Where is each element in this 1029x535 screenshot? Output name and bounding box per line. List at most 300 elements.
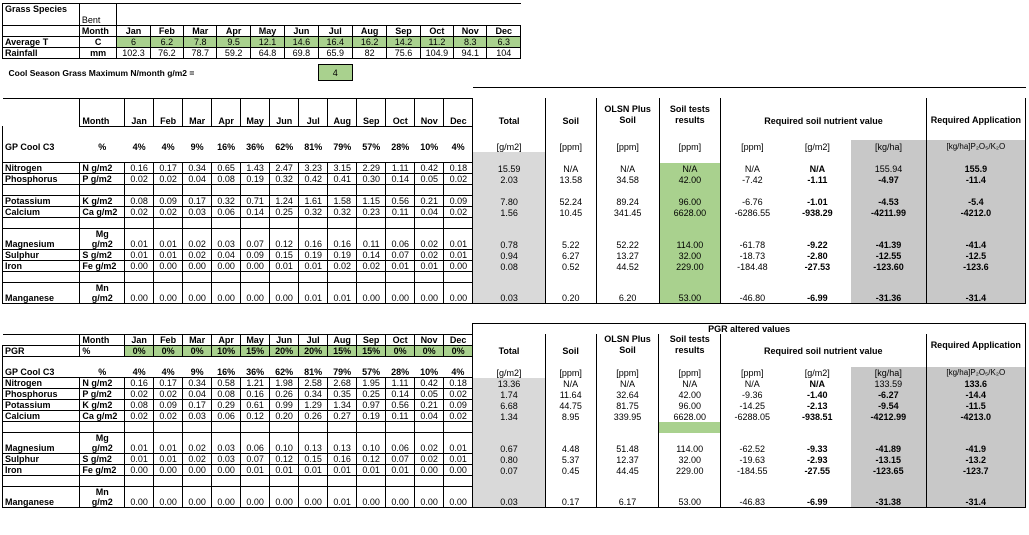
month-header: Apr [217, 26, 250, 37]
unit-cell: Fe g/m2 [80, 465, 125, 476]
required-ppm-cell: -14.25 [739, 400, 765, 411]
required-kgha-cell: -4212.99 [851, 411, 926, 422]
month-value-cell: 0.02 [125, 411, 154, 422]
required-ppm-cell: -184.48 [737, 261, 768, 272]
month-value-cell: 0.01 [444, 250, 473, 261]
pgr-percent-cell[interactable]: 0% [154, 345, 183, 356]
cell [270, 272, 299, 283]
cell [386, 218, 415, 229]
avg-t-cell[interactable]: 14.6 [285, 37, 318, 48]
rainfall-cell[interactable]: 69.8 [285, 48, 318, 59]
olsn-cell: 44.45 [596, 465, 659, 476]
month-value-cell: 0.04 [415, 411, 444, 422]
total-cell: 13.36 [473, 378, 546, 389]
total-cell: 0.03 [473, 487, 546, 508]
month-header: Jul [318, 26, 352, 37]
pgr-percent-cell[interactable]: 10% [212, 345, 241, 356]
cell [386, 422, 415, 433]
month-value-cell: 0.17 [154, 163, 183, 174]
required-application-cell: -41.9 [926, 433, 1025, 454]
cell [851, 152, 926, 163]
month-header: Apr [212, 334, 241, 345]
month-value-cell: 0.09 [154, 400, 183, 411]
soil-test-cell[interactable]: 53.00 [659, 487, 721, 508]
cell [3, 126, 473, 140]
required-gm2-cell: -2.80 [807, 250, 828, 261]
unit-cell: N g/m2 [80, 378, 125, 389]
month-value-cell: 0.18 [444, 378, 473, 389]
cell [125, 185, 154, 196]
cell [386, 272, 415, 283]
soil-cell: 6.27 [545, 250, 596, 261]
grass-species-label: Grass Species [3, 4, 80, 26]
required-gm2-cell: -938.29 [802, 207, 833, 218]
month-value-cell: 0.27 [328, 411, 357, 422]
rainfall-cell[interactable]: 78.7 [184, 48, 217, 59]
soil-test-cell[interactable]: 96.00 [659, 196, 721, 207]
month-value-cell: 0.01 [299, 465, 328, 476]
pgr-percent-cell[interactable]: 15% [241, 345, 270, 356]
month-value-cell: 0.01 [125, 433, 154, 454]
cell [212, 218, 241, 229]
cell [659, 422, 721, 433]
unit-cell: Ca g/m2 [80, 207, 125, 218]
soil-cell: 5.22 [545, 229, 596, 250]
month-value-cell: 0.00 [270, 283, 299, 304]
rainfall-cell[interactable]: 59.2 [217, 48, 250, 59]
rainfall-cell[interactable]: 94.1 [454, 48, 487, 59]
max-n-label: Cool Season Grass Maximum N/month g/m2 = [8, 67, 195, 78]
required-application-cell: -11.4 [926, 174, 1025, 185]
cell [659, 126, 721, 140]
month-value-cell: 0.14 [357, 250, 386, 261]
required-kgha-cell: -123.60 [851, 261, 926, 272]
month-value-cell: 0.02 [415, 433, 444, 454]
soil-test-cell[interactable]: 32.00 [659, 250, 721, 261]
required-gm2-cell: -938.51 [801, 411, 833, 422]
required-ppm-cell: -62.52 [739, 443, 765, 454]
required-ppm-cell: -19.63 [739, 454, 765, 465]
unit-cell [80, 487, 125, 508]
month-value-cell: 0.03 [183, 411, 212, 422]
pgr-percent-cell[interactable]: 0% [415, 345, 444, 356]
month-value-cell: 0.15 [270, 250, 299, 261]
percent-cell: 4% [132, 142, 146, 152]
unit-cell: Fe g/m2 [80, 261, 125, 272]
olsn-cell: 52.22 [596, 229, 659, 250]
month-value-cell: 0.08 [212, 174, 241, 185]
month-header: Aug [328, 98, 357, 126]
avg-t-cell[interactable]: 6 [117, 37, 150, 48]
unit-ppm: [ppm] [659, 140, 721, 152]
required-ppm-cell: -7.42 [742, 174, 763, 185]
soil-test-cell[interactable]: 42.00 [659, 174, 721, 185]
rainfall-cell[interactable]: 75.6 [387, 48, 420, 59]
month-value-cell: 0.02 [125, 174, 154, 185]
olsn-cell: 6.20 [596, 283, 659, 304]
soil-test-cell[interactable]: 114.00 [659, 229, 721, 250]
percent-cell: 16% [217, 367, 236, 377]
unit-cell [80, 283, 125, 304]
month-header: Feb [154, 98, 183, 126]
month-value-cell: 0.71 [241, 196, 270, 207]
month-value-cell: 0.04 [212, 250, 241, 261]
month-value-cell: 0.05 [415, 389, 444, 400]
unit-ppm: [ppm] [659, 367, 721, 378]
month-value-cell: 0.00 [183, 261, 212, 272]
soil-tests-header: Soil tests results [659, 98, 721, 126]
month-header: Jun [285, 26, 318, 37]
percent-cell: 4% [161, 142, 175, 152]
soil-test-cell[interactable]: 229.00 [659, 465, 721, 476]
month-value-cell: 0.23 [357, 207, 386, 218]
pgr-percent-cell[interactable]: 20% [299, 345, 328, 356]
cell [721, 356, 927, 367]
required-ppm-cell: -9.36 [741, 389, 763, 400]
cell [357, 422, 386, 433]
month-value-cell: 2.47 [270, 163, 299, 174]
month-value-cell: 0.00 [386, 283, 415, 304]
cell [299, 218, 328, 229]
month-value-cell: 0.02 [125, 207, 154, 218]
soil-cell: 13.58 [545, 174, 596, 185]
cell [299, 272, 328, 283]
unit-symbol: Mn [95, 283, 109, 293]
avg-t-cell[interactable]: 6.2 [150, 37, 183, 48]
month-value-cell: 0.04 [183, 389, 212, 400]
max-n-value[interactable]: 4 [318, 65, 352, 81]
month-value-cell: 0.00 [125, 283, 154, 304]
required-ppm-cell: -6.76 [742, 196, 763, 207]
required-kgha-cell: -4.97 [851, 174, 926, 185]
soil-test-cell[interactable]: 53.00 [659, 283, 721, 304]
cell [444, 476, 473, 487]
unit-ppm: [ppm] [596, 367, 659, 378]
month-header: Sep [357, 98, 386, 126]
total-cell: 15.59 [473, 163, 546, 174]
month-value-cell: 1.11 [386, 378, 415, 389]
month-value-cell: 0.99 [270, 400, 299, 411]
rainfall-cell[interactable]: 64.8 [250, 48, 284, 59]
cell [270, 218, 299, 229]
required-kgha-cell: -6.27 [851, 389, 926, 400]
month-header: Aug [328, 334, 357, 345]
month-value-cell: 0.00 [241, 261, 270, 272]
cell [473, 476, 546, 487]
month-value-cell: 0.15 [299, 454, 328, 465]
month-value-cell: 0.01 [386, 465, 415, 476]
month-value-cell: 0.08 [212, 389, 241, 400]
month-value-cell: 0.97 [357, 400, 386, 411]
rainfall-cell[interactable]: 104 [487, 48, 521, 59]
month-value-cell: 0.02 [154, 389, 183, 400]
pct-label: % [98, 367, 107, 377]
pgr-percent-cell[interactable]: 0% [183, 345, 212, 356]
month-value-cell: 1.34 [328, 400, 357, 411]
month-value-cell: 0.25 [270, 207, 299, 218]
required-kgha-cell: 133.59 [851, 378, 926, 389]
soil-test-cell[interactable]: 32.00 [659, 454, 721, 465]
month-value-cell: 0.02 [328, 261, 357, 272]
pgr-percent-cell[interactable]: 20% [270, 345, 299, 356]
required-gm2-cell: -9.33 [806, 443, 828, 454]
rainfall-cell[interactable]: 82 [352, 48, 386, 59]
pgr-percent-cell[interactable]: 0% [444, 345, 473, 356]
soil-test-cell[interactable]: 229.00 [659, 261, 721, 272]
cell [545, 152, 596, 163]
month-value-cell: 0.01 [328, 283, 357, 304]
cell [415, 476, 444, 487]
month-value-cell: 0.01 [444, 454, 473, 465]
required-ppm-cell: N/A [744, 378, 760, 389]
required-application-cell: -4212.0 [926, 207, 1025, 218]
avg-t-cell[interactable]: 9.5 [217, 37, 250, 48]
month-header: Oct [386, 98, 415, 126]
month-value-cell: 0.34 [183, 163, 212, 174]
cell [545, 422, 596, 433]
cell [473, 126, 546, 140]
avg-t-cell[interactable]: 16.4 [318, 37, 352, 48]
required-gm2-cell: -6.99 [784, 283, 852, 304]
cell [473, 218, 546, 229]
month-value-cell: 0.01 [444, 433, 473, 454]
soil-cell: 44.75 [545, 400, 596, 411]
required-gm2-cell: N/A [809, 378, 825, 389]
cell [721, 476, 852, 487]
percent-cell: 4% [451, 367, 465, 377]
required-gm2-cell: -1.11 [807, 174, 828, 185]
rainfall-cell[interactable]: 104.9 [420, 48, 453, 59]
cell [473, 272, 546, 283]
pct-label: % [80, 345, 125, 356]
cell [3, 356, 473, 367]
month-value-cell: 0.42 [299, 174, 328, 185]
month-value-cell: 0.34 [183, 378, 212, 389]
avg-t-cell[interactable]: 16.2 [352, 37, 386, 48]
month-value-cell: 0.26 [299, 411, 328, 422]
avg-t-cell[interactable]: 11.2 [420, 37, 453, 48]
month-value-cell: 0.01 [444, 229, 473, 250]
month-value-cell: 0.65 [212, 163, 241, 174]
month-value-cell: 0.00 [444, 465, 473, 476]
required-gm2-cell: -9.22 [807, 239, 828, 250]
cell [125, 422, 154, 433]
rainfall-label: Rainfall [3, 48, 80, 59]
olsn-cell: N/A [596, 163, 659, 174]
pgr-percent-cell[interactable]: 0% [125, 345, 154, 356]
total-cell: 7.80 [473, 196, 546, 207]
rainfall-unit: mm [79, 48, 116, 59]
avg-t-cell[interactable]: 6.3 [487, 37, 521, 48]
cell [357, 476, 386, 487]
cell [3, 324, 473, 335]
nutrient-name: Phosphorus [3, 174, 80, 185]
percent-cell: 36% [246, 367, 265, 377]
soil-cell: 0.52 [545, 261, 596, 272]
avg-t-cell[interactable]: 14.2 [387, 37, 420, 48]
unit-cell: N g/m2 [80, 163, 125, 174]
unit-gm2: [g/m2] [473, 140, 546, 152]
soil-header: Soil [545, 345, 596, 356]
unit-cell: P g/m2 [80, 174, 125, 185]
month-header: Jul [299, 98, 328, 126]
cell [545, 126, 596, 140]
cell [125, 218, 154, 229]
soil-test-cell[interactable]: 6628.00 [659, 207, 721, 218]
nutrient-name: Iron [3, 261, 80, 272]
required-kgha-cell: -12.55 [851, 250, 926, 261]
month-value-cell: 0.12 [270, 229, 299, 250]
cell [659, 218, 721, 229]
percent-cell: 81% [304, 142, 323, 152]
soil-cell: 11.64 [545, 389, 596, 400]
nutrient-name: Calcium [3, 411, 80, 422]
month-value-cell: 0.04 [415, 207, 444, 218]
required-gm2-cell: -2.93 [806, 454, 828, 465]
cell [212, 272, 241, 283]
soil-test-cell[interactable]: 96.00 [659, 400, 721, 411]
cell [721, 422, 852, 433]
month-value-cell: 0.11 [357, 229, 386, 250]
month-value-cell: 0.01 [125, 250, 154, 261]
unit-label: g/m2 [91, 443, 113, 453]
rainfall-cell[interactable]: 102.3 [117, 48, 150, 59]
month-header: Jul [299, 334, 328, 345]
total-cell: 0.67 [473, 433, 546, 454]
month-value-cell: 0.00 [154, 465, 183, 476]
month-value-cell: 0.16 [125, 163, 154, 174]
grass-species-value[interactable]: Bent [79, 4, 116, 26]
avg-t-label: Average T [3, 37, 80, 48]
month-value-cell: 0.04 [183, 174, 212, 185]
pgr-percent-cell[interactable]: 15% [357, 345, 386, 356]
month-value-cell: 0.17 [183, 196, 212, 207]
required-soil-header: Required soil nutrient value [721, 98, 927, 126]
rainfall-cell[interactable]: 76.2 [150, 48, 183, 59]
cell [659, 185, 721, 196]
total-cell: 0.07 [473, 465, 546, 476]
month-value-cell: 0.07 [386, 250, 415, 261]
nutrient-name: Magnesium [3, 433, 80, 454]
month-header: May [241, 98, 270, 126]
cell [473, 152, 546, 163]
soil-test-cell[interactable]: 42.00 [659, 389, 721, 400]
required-ppm-cell: -46.83 [721, 487, 784, 508]
cell [415, 218, 444, 229]
cell [183, 422, 212, 433]
cell [80, 272, 125, 283]
month-value-cell: 0.01 [299, 283, 328, 304]
cell [212, 476, 241, 487]
cell [154, 422, 183, 433]
month-value-cell: 0.10 [270, 433, 299, 454]
total-cell: 0.08 [473, 261, 546, 272]
cell [328, 476, 357, 487]
required-ppm-cell: N/A [744, 163, 760, 174]
required-ppm-cell: -6288.05 [734, 411, 770, 422]
pgr-percent-cell[interactable]: 15% [328, 345, 357, 356]
cell [926, 218, 1025, 229]
cell [721, 152, 852, 163]
soil-cell: 5.37 [545, 454, 596, 465]
month-header: May [241, 334, 270, 345]
soil-cell: 52.24 [545, 196, 596, 207]
unit-cell: S g/m2 [80, 454, 125, 465]
required-kgha-cell: -4.53 [851, 196, 926, 207]
unit-symbol: Mg [95, 433, 109, 443]
soil-test-cell[interactable]: N/A [659, 378, 721, 389]
month-value-cell: 1.29 [299, 400, 328, 411]
month-value-cell: 0.00 [299, 487, 328, 508]
month-value-cell: 0.02 [154, 174, 183, 185]
soil-test-cell[interactable]: N/A [659, 163, 721, 174]
month-value-cell: 0.01 [154, 454, 183, 465]
cell [545, 218, 596, 229]
pgr-percent-cell[interactable]: 0% [386, 345, 415, 356]
avg-t-unit: C [79, 37, 116, 48]
avg-t-cell[interactable]: 12.1 [250, 37, 284, 48]
cell [851, 476, 926, 487]
cell [596, 126, 659, 140]
month-label: Month [79, 26, 116, 37]
month-value-cell: 1.43 [241, 163, 270, 174]
month-value-cell: 0.01 [386, 261, 415, 272]
unit-req: [kg/ha]P₂O₅/K₂O [926, 140, 1025, 152]
spacer [473, 334, 546, 345]
avg-t-cell[interactable]: 7.8 [184, 37, 217, 48]
cell [80, 476, 125, 487]
cell [241, 185, 270, 196]
unit-symbol: Mn [95, 487, 109, 497]
soil-test-cell[interactable]: 6628.00 [659, 411, 721, 422]
unit-kgha: [kg/ha] [851, 367, 926, 378]
month-value-cell: 0.11 [386, 207, 415, 218]
cell [545, 334, 596, 345]
soil-test-cell[interactable]: 114.00 [659, 433, 721, 454]
month-value-cell: 1.98 [270, 378, 299, 389]
month-value-cell: 0.42 [415, 378, 444, 389]
cell [3, 476, 80, 487]
month-value-cell: 0.32 [270, 174, 299, 185]
month-value-cell: 0.00 [183, 283, 212, 304]
month-value-cell: 0.00 [212, 283, 241, 304]
month-value-cell: 0.01 [328, 465, 357, 476]
cell [183, 218, 212, 229]
required-kgha-cell: 155.94 [851, 163, 926, 174]
unit-ppm: [ppm] [741, 142, 764, 152]
cell [851, 185, 926, 196]
required-application-cell: -14.4 [926, 389, 1025, 400]
cell [851, 218, 926, 229]
required-kgha-cell: -123.65 [851, 465, 926, 476]
month-value-cell: 0.14 [386, 389, 415, 400]
cell [328, 218, 357, 229]
cell [3, 88, 473, 99]
month-value-cell: 0.03 [212, 229, 241, 250]
cell [3, 98, 80, 126]
rainfall-cell[interactable]: 65.9 [318, 48, 352, 59]
cell [721, 126, 927, 140]
nutrient-name: Potassium [3, 400, 80, 411]
month-header: Dec [444, 98, 473, 126]
cell [596, 476, 659, 487]
month-value-cell: 0.01 [154, 229, 183, 250]
unit-label: g/m2 [91, 497, 113, 507]
month-value-cell: 0.12 [241, 411, 270, 422]
cell [444, 185, 473, 196]
avg-t-cell[interactable]: 8.3 [454, 37, 487, 48]
percent-cell: 57% [362, 142, 381, 152]
